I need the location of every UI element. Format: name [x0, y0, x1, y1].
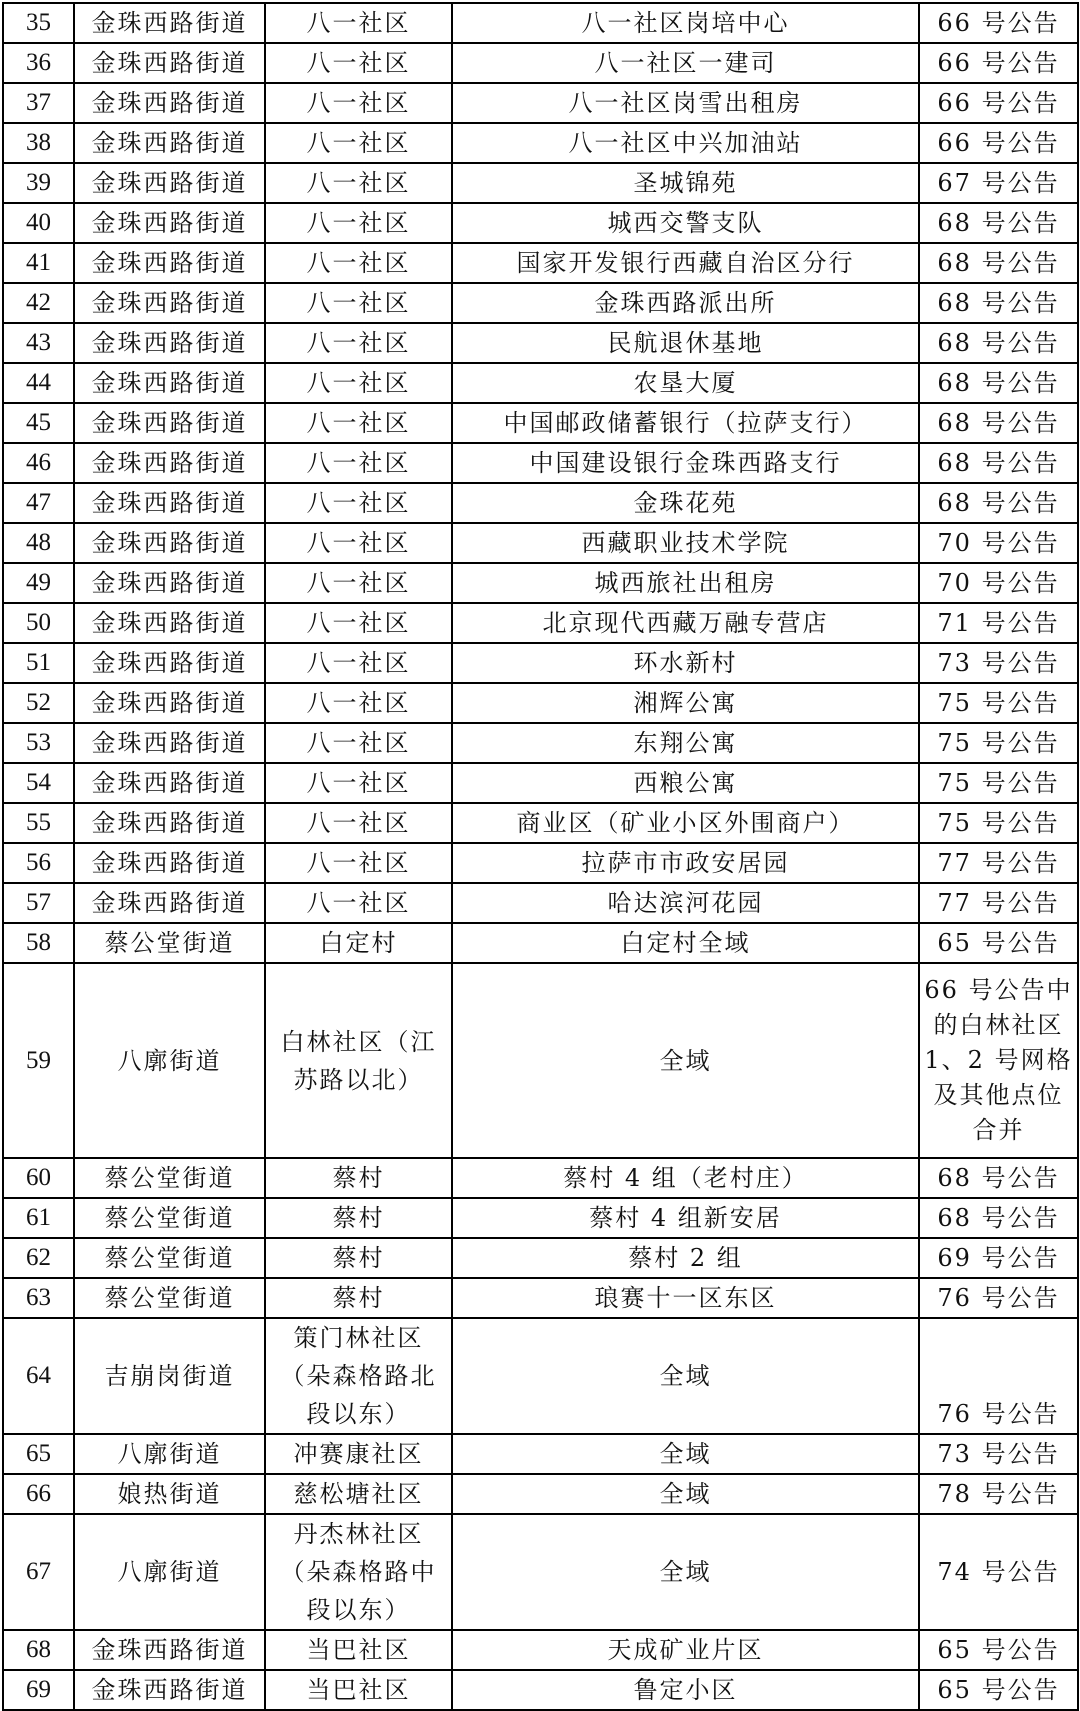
row-number: 59: [3, 963, 74, 1158]
notice-cell: 68 号公告: [919, 1158, 1078, 1198]
notice-cell: 66 号公告: [919, 43, 1078, 83]
site-cell: 城西交警支队: [452, 203, 919, 243]
site-cell: 国家开发银行西藏自治区分行: [452, 243, 919, 283]
site-cell: 天成矿业片区: [452, 1630, 919, 1670]
row-number: 61: [3, 1198, 74, 1238]
notice-cell: 68 号公告: [919, 1198, 1078, 1238]
community-cell: 丹杰林社区（朵森格路中段以东）: [265, 1514, 452, 1630]
table-row: [3, 843, 1078, 883]
site-cell: 民航退休基地: [452, 323, 919, 363]
row-number: 48: [3, 523, 74, 563]
row-number: 58: [3, 923, 74, 963]
site-cell: 八一社区岗雪出租房: [452, 83, 919, 123]
table-body: [3, 3, 1078, 1710]
community-cell: 八一社区: [265, 603, 452, 643]
street-cell: 金珠西路街道: [74, 83, 265, 123]
street-cell: 金珠西路街道: [74, 1670, 265, 1710]
table-row: [3, 923, 1078, 963]
street-cell: 金珠西路街道: [74, 1630, 265, 1670]
notice-cell: 68 号公告: [919, 363, 1078, 403]
street-cell: 金珠西路街道: [74, 323, 265, 363]
community-cell: 八一社区: [265, 643, 452, 683]
community-cell: 八一社区: [265, 843, 452, 883]
row-number: 49: [3, 563, 74, 603]
notice-cell: 66 号公告中的白林社区 1、2 号网格及其他点位合并: [919, 963, 1078, 1158]
site-cell: 中国建设银行金珠西路支行: [452, 443, 919, 483]
notice-cell: 68 号公告: [919, 243, 1078, 283]
community-cell: 八一社区: [265, 323, 452, 363]
table-row: [3, 323, 1078, 363]
row-number: 54: [3, 763, 74, 803]
table-row: [3, 643, 1078, 683]
notice-cell: 65 号公告: [919, 1630, 1078, 1670]
notice-cell: 65 号公告: [919, 923, 1078, 963]
table-row: [3, 1238, 1078, 1278]
street-cell: 娘热街道: [74, 1474, 265, 1514]
notice-cell: 66 号公告: [919, 3, 1078, 43]
table-row: [3, 1198, 1078, 1238]
street-cell: 金珠西路街道: [74, 443, 265, 483]
table-row: [3, 443, 1078, 483]
row-number: 38: [3, 123, 74, 163]
street-cell: 金珠西路街道: [74, 683, 265, 723]
site-cell: 八一社区中兴加油站: [452, 123, 919, 163]
site-cell: 哈达滨河花园: [452, 883, 919, 923]
community-cell: 八一社区: [265, 3, 452, 43]
street-cell: 金珠西路街道: [74, 763, 265, 803]
site-cell: 农垦大厦: [452, 363, 919, 403]
community-cell: 白林社区（江苏路以北）: [265, 963, 452, 1158]
street-cell: 金珠西路街道: [74, 883, 265, 923]
site-cell: 白定村全域: [452, 923, 919, 963]
table-row: [3, 483, 1078, 523]
table-row: [3, 1278, 1078, 1318]
row-number: 64: [3, 1318, 74, 1434]
street-cell: 金珠西路街道: [74, 3, 265, 43]
site-cell: 全域: [452, 1514, 919, 1630]
row-number: 46: [3, 443, 74, 483]
site-cell: 蔡村 4 组（老村庄）: [452, 1158, 919, 1198]
community-cell: 八一社区: [265, 243, 452, 283]
notice-cell: 75 号公告: [919, 683, 1078, 723]
site-cell: 圣城锦苑: [452, 163, 919, 203]
site-cell: 金珠花苑: [452, 483, 919, 523]
street-cell: 蔡公堂街道: [74, 1238, 265, 1278]
site-cell: 蔡村 2 组: [452, 1238, 919, 1278]
row-number: 51: [3, 643, 74, 683]
row-number: 41: [3, 243, 74, 283]
site-cell: 全域: [452, 1434, 919, 1474]
table-row: [3, 1670, 1078, 1710]
notice-cell: 74 号公告: [919, 1514, 1078, 1630]
street-cell: 金珠西路街道: [74, 163, 265, 203]
notice-cell: 67 号公告: [919, 163, 1078, 203]
street-cell: 金珠西路街道: [74, 283, 265, 323]
community-cell: 白定村: [265, 923, 452, 963]
row-number: 50: [3, 603, 74, 643]
community-cell: 蔡村: [265, 1278, 452, 1318]
table-row: [3, 1630, 1078, 1670]
street-cell: 金珠西路街道: [74, 243, 265, 283]
street-cell: 金珠西路街道: [74, 203, 265, 243]
site-cell: 湘辉公寓: [452, 683, 919, 723]
table-row: [3, 123, 1078, 163]
site-cell: 全域: [452, 1474, 919, 1514]
notice-cell: 68 号公告: [919, 203, 1078, 243]
site-cell: 西藏职业技术学院: [452, 523, 919, 563]
community-cell: 八一社区: [265, 563, 452, 603]
table-row: [3, 763, 1078, 803]
community-cell: 八一社区: [265, 403, 452, 443]
notice-cell: 77 号公告: [919, 843, 1078, 883]
community-cell: 八一社区: [265, 123, 452, 163]
table-row: [3, 723, 1078, 763]
row-number: 40: [3, 203, 74, 243]
row-number: 44: [3, 363, 74, 403]
site-cell: 城西旅社出租房: [452, 563, 919, 603]
street-cell: 金珠西路街道: [74, 803, 265, 843]
community-cell: 八一社区: [265, 763, 452, 803]
row-number: 66: [3, 1474, 74, 1514]
row-number: 65: [3, 1434, 74, 1474]
street-cell: 金珠西路街道: [74, 43, 265, 83]
table-row: [3, 243, 1078, 283]
row-number: 52: [3, 683, 74, 723]
street-cell: 八廓街道: [74, 1514, 265, 1630]
community-cell: 策门林社区（朵森格路北段以东）: [265, 1318, 452, 1434]
table-row: [3, 43, 1078, 83]
row-number: 67: [3, 1514, 74, 1630]
table-row: [3, 683, 1078, 723]
notice-cell: 68 号公告: [919, 283, 1078, 323]
community-cell: 八一社区: [265, 523, 452, 563]
notice-cell: 73 号公告: [919, 643, 1078, 683]
row-number: 60: [3, 1158, 74, 1198]
row-number: 39: [3, 163, 74, 203]
table-row: [3, 203, 1078, 243]
street-cell: 金珠西路街道: [74, 603, 265, 643]
site-cell: 商业区（矿业小区外围商户）: [452, 803, 919, 843]
community-cell: 八一社区: [265, 163, 452, 203]
notice-cell: 68 号公告: [919, 403, 1078, 443]
street-cell: 蔡公堂街道: [74, 923, 265, 963]
row-number: 57: [3, 883, 74, 923]
street-cell: 金珠西路街道: [74, 123, 265, 163]
community-cell: 八一社区: [265, 803, 452, 843]
community-cell: 蔡村: [265, 1238, 452, 1278]
table-row: [3, 363, 1078, 403]
community-cell: 当巴社区: [265, 1630, 452, 1670]
notice-cell: 68 号公告: [919, 483, 1078, 523]
notice-cell: 70 号公告: [919, 563, 1078, 603]
row-number: 53: [3, 723, 74, 763]
table-row: [3, 1514, 1078, 1630]
notice-cell: 68 号公告: [919, 443, 1078, 483]
street-cell: 金珠西路街道: [74, 723, 265, 763]
row-number: 37: [3, 83, 74, 123]
table-row: [3, 603, 1078, 643]
table-row: [3, 883, 1078, 923]
row-number: 45: [3, 403, 74, 443]
site-cell: 金珠西路派出所: [452, 283, 919, 323]
street-cell: 金珠西路街道: [74, 643, 265, 683]
community-cell: 八一社区: [265, 363, 452, 403]
community-cell: 慈松塘社区: [265, 1474, 452, 1514]
site-cell: 西粮公寓: [452, 763, 919, 803]
community-cell: 八一社区: [265, 723, 452, 763]
table-row: [3, 1434, 1078, 1474]
row-number: 42: [3, 283, 74, 323]
notice-cell: 73 号公告: [919, 1434, 1078, 1474]
community-cell: 蔡村: [265, 1158, 452, 1198]
table-row: [3, 1318, 1078, 1434]
table-row: [3, 803, 1078, 843]
row-number: 43: [3, 323, 74, 363]
site-cell: 鲁定小区: [452, 1670, 919, 1710]
street-cell: 金珠西路街道: [74, 563, 265, 603]
notice-cell: 66 号公告: [919, 83, 1078, 123]
site-cell: 全域: [452, 1318, 919, 1434]
table-row: [3, 523, 1078, 563]
site-cell: 北京现代西藏万融专营店: [452, 603, 919, 643]
table-row: [3, 163, 1078, 203]
site-cell: 拉萨市市政安居园: [452, 843, 919, 883]
notice-cell: 75 号公告: [919, 723, 1078, 763]
street-cell: 蔡公堂街道: [74, 1278, 265, 1318]
table-row: [3, 3, 1078, 43]
site-cell: 东翔公寓: [452, 723, 919, 763]
community-cell: 八一社区: [265, 683, 452, 723]
site-cell: 全域: [452, 963, 919, 1158]
site-cell: 环水新村: [452, 643, 919, 683]
table-row: [3, 403, 1078, 443]
row-number: 63: [3, 1278, 74, 1318]
notice-cell: 76 号公告: [919, 1318, 1078, 1434]
street-cell: 金珠西路街道: [74, 523, 265, 563]
street-cell: 金珠西路街道: [74, 403, 265, 443]
notice-table: [2, 2, 1079, 1711]
community-cell: 八一社区: [265, 283, 452, 323]
street-cell: 八廓街道: [74, 963, 265, 1158]
street-cell: 金珠西路街道: [74, 483, 265, 523]
notice-cell: 78 号公告: [919, 1474, 1078, 1514]
notice-cell: 70 号公告: [919, 523, 1078, 563]
row-number: 69: [3, 1670, 74, 1710]
site-cell: 八一社区一建司: [452, 43, 919, 83]
street-cell: 金珠西路街道: [74, 843, 265, 883]
row-number: 62: [3, 1238, 74, 1278]
street-cell: 蔡公堂街道: [74, 1158, 265, 1198]
row-number: 68: [3, 1630, 74, 1670]
notice-cell: 77 号公告: [919, 883, 1078, 923]
table-row: [3, 1158, 1078, 1198]
site-cell: 蔡村 4 组新安居: [452, 1198, 919, 1238]
row-number: 47: [3, 483, 74, 523]
row-number: 56: [3, 843, 74, 883]
notice-cell: 75 号公告: [919, 763, 1078, 803]
community-cell: 八一社区: [265, 443, 452, 483]
site-cell: 中国邮政储蓄银行（拉萨支行）: [452, 403, 919, 443]
table-row: [3, 563, 1078, 603]
site-cell: 琅赛十一区东区: [452, 1278, 919, 1318]
street-cell: 八廓街道: [74, 1434, 265, 1474]
community-cell: 八一社区: [265, 83, 452, 123]
community-cell: 蔡村: [265, 1198, 452, 1238]
table-row: [3, 1474, 1078, 1514]
community-cell: 八一社区: [265, 483, 452, 523]
row-number: 55: [3, 803, 74, 843]
community-cell: 八一社区: [265, 203, 452, 243]
table-row: [3, 83, 1078, 123]
street-cell: 蔡公堂街道: [74, 1198, 265, 1238]
row-number: 35: [3, 3, 74, 43]
community-cell: 八一社区: [265, 43, 452, 83]
community-cell: 冲赛康社区: [265, 1434, 452, 1474]
site-cell: 八一社区岗培中心: [452, 3, 919, 43]
street-cell: 金珠西路街道: [74, 363, 265, 403]
community-cell: 八一社区: [265, 883, 452, 923]
notice-cell: 65 号公告: [919, 1670, 1078, 1710]
notice-cell: 71 号公告: [919, 603, 1078, 643]
notice-cell: 75 号公告: [919, 803, 1078, 843]
table-row: [3, 963, 1078, 1158]
row-number: 36: [3, 43, 74, 83]
notice-cell: 68 号公告: [919, 323, 1078, 363]
notice-cell: 76 号公告: [919, 1278, 1078, 1318]
community-cell: 当巴社区: [265, 1670, 452, 1710]
street-cell: 吉崩岗街道: [74, 1318, 265, 1434]
notice-cell: 69 号公告: [919, 1238, 1078, 1278]
table-row: [3, 283, 1078, 323]
notice-cell: 66 号公告: [919, 123, 1078, 163]
